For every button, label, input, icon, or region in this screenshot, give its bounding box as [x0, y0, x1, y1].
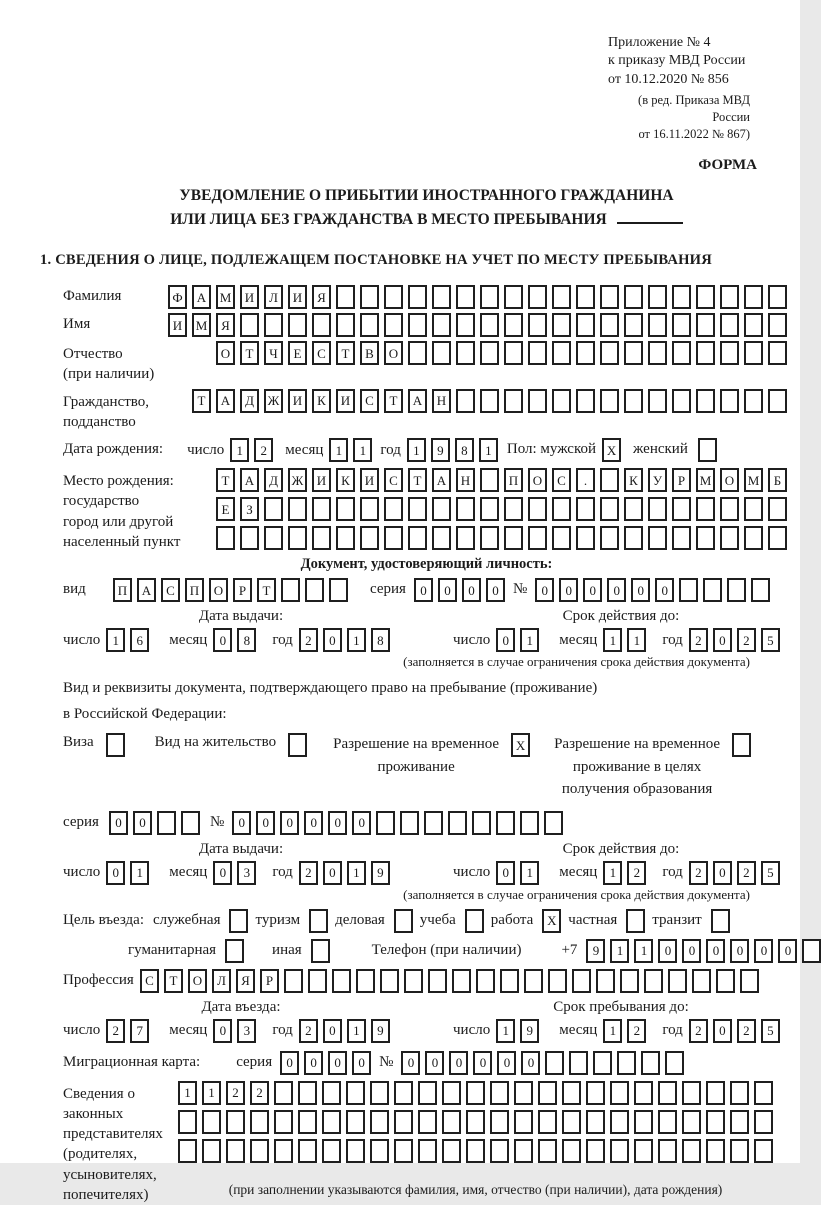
purpose-humanitarian-checkbox	[225, 939, 244, 963]
birth-day-cells: 1 2	[230, 438, 273, 462]
purpose-transit-label: транзит	[652, 911, 702, 928]
entry-year: 2 0 1 9	[299, 1019, 390, 1043]
annex-note-line-2: от 16.11.2022 № 867)	[638, 127, 750, 142]
identity-issue-month: 0 8	[213, 628, 256, 652]
identity-issue-day: 1 6	[106, 628, 149, 652]
form-title-line-2: ИЛИ ЛИЦА БЕЗ ГРАЖДАНСТВА В МЕСТО ПРЕБЫВАНИЯ	[63, 208, 790, 232]
birth-place-row-1: Т А Д Ж И К И С Т А Н П О С . К У Р М О М Б	[216, 468, 787, 492]
residence-issue-group: Дата выдачи: число 0 1 месяц 0 3 год 2 0 1 9	[63, 841, 419, 885]
residence-doc-options	[63, 733, 790, 801]
identity-expiry-day: 0 1	[496, 628, 539, 652]
phone-label: Телефон (при наличии)	[371, 941, 522, 958]
purpose-study-checkbox	[465, 909, 484, 933]
sex-female-checkbox	[698, 438, 717, 462]
residence-series-cells: 0 0	[109, 811, 200, 835]
purpose-business-label: служебная	[152, 911, 221, 928]
representatives-note: (при заполнении указываются фамилия, имя, отчество (при наличии), дата рождения)	[228, 1181, 723, 1197]
representatives-row-1: 1 1 2 2	[178, 1081, 773, 1105]
purpose-commercial-label: деловая	[335, 911, 385, 928]
citizenship-row	[63, 389, 790, 433]
birth-place-row-3	[216, 526, 787, 550]
purpose-commercial-checkbox	[394, 909, 413, 933]
doc-type-cells: П А С П О Р Т	[113, 578, 348, 602]
purpose-row-2	[63, 939, 790, 963]
migration-card-label: Миграционная карта:	[63, 1053, 201, 1070]
purpose-tourism-label: туризм	[255, 911, 301, 928]
representatives-cells	[178, 1081, 773, 1198]
residence-series-label: серия	[63, 813, 99, 830]
edu-residence-checkbox	[732, 733, 751, 757]
doc-number-label: №	[512, 581, 528, 598]
residence-number-label: №	[209, 813, 225, 830]
profession-row	[63, 969, 790, 993]
name-row	[63, 313, 790, 337]
residence-issue-month: 0 3	[213, 861, 256, 885]
identity-issue-group: Дата выдачи: число 1 6 месяц 0 8 год 2 0 1 8	[63, 608, 419, 652]
visa-checkbox	[106, 733, 125, 757]
name-label: Имя	[63, 316, 91, 333]
sex-male-label: Пол: мужской	[506, 441, 597, 458]
form-title-line-1: УВЕДОМЛЕНИЕ О ПРИБЫТИИ ИНОСТРАННОГО ГРАЖДАНИНА	[179, 187, 674, 205]
residence-doc-dates	[63, 841, 790, 885]
purpose-transit-checkbox	[711, 909, 730, 933]
phone-prefix: +7	[561, 941, 578, 958]
citizenship-label: Гражданство, подданство	[63, 393, 150, 430]
doc-type-label: вид	[63, 581, 86, 598]
citizenship-cells: Т А Д Ж И К И С Т А Н	[192, 389, 787, 413]
stay-month: 1 2	[603, 1019, 646, 1043]
annex-line-3: от 10.12.2020 № 856	[608, 71, 729, 87]
birth-year-cells: 1 9 8 1	[407, 438, 498, 462]
residence-doc-intro-1: Вид и реквизиты документа, подтверждающего право на пребывание (проживание)	[63, 680, 598, 697]
representatives-block	[63, 1081, 790, 1205]
purpose-humanitarian-label: гуманитарная	[128, 941, 217, 958]
forma-label: ФОРМА	[698, 157, 757, 174]
doc-series-label: серия	[370, 581, 406, 598]
purpose-other-label: иная	[272, 941, 302, 958]
entry-day: 2 7	[106, 1019, 149, 1043]
annex-note	[608, 92, 790, 143]
residence-expiry-group: Срок действия до: число 0 1 месяц 1 2 год 2 0 2 5	[453, 841, 789, 885]
birth-year-group: год 1 9 8 1	[380, 438, 497, 462]
residence-doc-note: (заполняется в случае ограничения срока действия документа)	[403, 886, 750, 902]
patronymic-label: Отчество (при наличии)	[63, 346, 155, 383]
representatives-label: Сведения о законных представителях (родителях, усыновителях, попечителях)	[63, 1085, 163, 1203]
birth-place-row	[63, 468, 790, 552]
birth-day-group: число 1 2	[187, 438, 273, 462]
edu-residence-option: Разрешение на временное проживание в целях получения образования	[554, 733, 751, 801]
sex-female-label: женский	[633, 441, 688, 458]
purpose-work-label: работа	[490, 911, 534, 928]
residence-expiry-year: 2 0 2 5	[689, 861, 780, 885]
issue-date-title: Дата выдачи:	[198, 608, 284, 625]
stay-year: 2 0 2 5	[689, 1019, 780, 1043]
representatives-row-2	[178, 1110, 773, 1134]
form-title	[63, 184, 790, 232]
migration-number-cells: 0 0 0 0 0 0	[401, 1051, 684, 1075]
residence-permit-option: Вид на жительство	[155, 733, 307, 757]
expiry-date-title: Срок действия до:	[562, 608, 680, 625]
annex-block	[608, 34, 790, 143]
residence-issue-day: 0 1	[106, 861, 149, 885]
birth-date-row	[63, 438, 790, 462]
residence-permit-checkbox	[288, 733, 307, 757]
residence-number-cells: 0 0 0 0 0 0	[232, 811, 563, 835]
identity-doc-note: (заполняется в случае ограничения срока действия документа)	[403, 654, 750, 670]
sex-male-checkbox: X	[602, 438, 621, 462]
identity-doc-dates	[63, 608, 790, 652]
residence-expiry-day: 0 1	[496, 861, 539, 885]
birth-place-cells	[216, 468, 787, 550]
patronymic-row	[63, 341, 790, 385]
temp-residence-option: Разрешение на временное проживание X	[333, 733, 530, 778]
stay-day: 1 9	[496, 1019, 539, 1043]
patronymic-cells: О Т Ч Е С Т В О	[216, 341, 787, 365]
migration-series-cells: 0 0 0 0	[280, 1051, 371, 1075]
birth-place-row-2: Е З	[216, 497, 787, 521]
stay-until-group: Срок пребывания до: число 1 9 месяц 1 2 год 2 0 2 5	[453, 999, 789, 1043]
identity-expiry-group: Срок действия до: число 0 1 месяц 1 1 год 2 0 2 5	[453, 608, 789, 652]
identity-expiry-month: 1 1	[603, 628, 646, 652]
identity-doc-row	[63, 578, 790, 602]
surname-cells: Ф А М И Л И Я	[168, 285, 787, 309]
annex-line-1: Приложение № 4	[608, 35, 711, 50]
section-1-title: 1. СВЕДЕНИЯ О ЛИЦЕ, ПОДЛЕЖАЩЕМ ПОСТАНОВКЕ НА УЧЕТ ПО МЕСТУ ПРЕБЫВАНИЯ	[40, 252, 712, 269]
purpose-private-checkbox	[626, 909, 645, 933]
purpose-tourism-checkbox	[309, 909, 328, 933]
migration-series-label: серия	[236, 1053, 273, 1070]
purpose-other-checkbox	[311, 939, 330, 963]
surname-label: Фамилия	[63, 288, 122, 305]
name-cells: И М Я	[168, 313, 787, 337]
entry-stay-dates	[63, 999, 790, 1043]
entry-date-group: Дата въезда: число 2 7 месяц 0 3 год 2 0 1 9	[63, 999, 419, 1043]
entry-month: 0 3	[213, 1019, 256, 1043]
annex-line-2: к приказу МВД России	[608, 53, 746, 69]
purpose-row-1	[63, 909, 790, 933]
birth-month-cells: 1 1	[329, 438, 372, 462]
identity-issue-year: 2 0 1 8	[299, 628, 390, 652]
phone-cells: 9 1 1 0 0 0 0 0 0	[586, 939, 821, 963]
profession-label: Профессия	[63, 971, 134, 988]
profession-cells: С Т О Л Я Р	[140, 969, 759, 993]
surname-row	[63, 285, 790, 309]
purpose-work-checkbox: X	[542, 909, 561, 933]
birth-month-group: месяц 1 1	[285, 438, 372, 462]
purpose-business-checkbox	[229, 909, 248, 933]
purpose-private-label: частная	[568, 911, 618, 928]
annex-note-line-1: (в ред. Приказа МВД России	[638, 93, 750, 125]
identity-doc-header: Документ, удостоверяющий личность:	[300, 556, 553, 573]
title-underline	[617, 222, 683, 224]
doc-series-cells: 0 0 0 0	[414, 578, 505, 602]
birth-place-label: Место рождения: государство город или другой населенный пункт	[63, 473, 181, 550]
temp-residence-checkbox: X	[511, 733, 530, 757]
migration-number-label: №	[379, 1053, 394, 1070]
residence-doc-series-row	[63, 811, 790, 835]
residence-doc-intro-2: в Российской Федерации:	[63, 705, 227, 722]
purpose-label: Цель въезда:	[63, 911, 144, 928]
purpose-study-label: учеба	[419, 911, 456, 928]
doc-number-cells: 0 0 0 0 0 0	[535, 578, 770, 602]
migration-card-row	[63, 1051, 790, 1075]
birth-date-label: Дата рождения:	[63, 441, 164, 458]
identity-expiry-year: 2 0 2 5	[689, 628, 780, 652]
residence-expiry-month: 1 2	[603, 861, 646, 885]
residence-issue-year: 2 0 1 9	[299, 861, 390, 885]
visa-option: Виза	[63, 733, 125, 757]
representatives-row-3	[178, 1139, 773, 1163]
